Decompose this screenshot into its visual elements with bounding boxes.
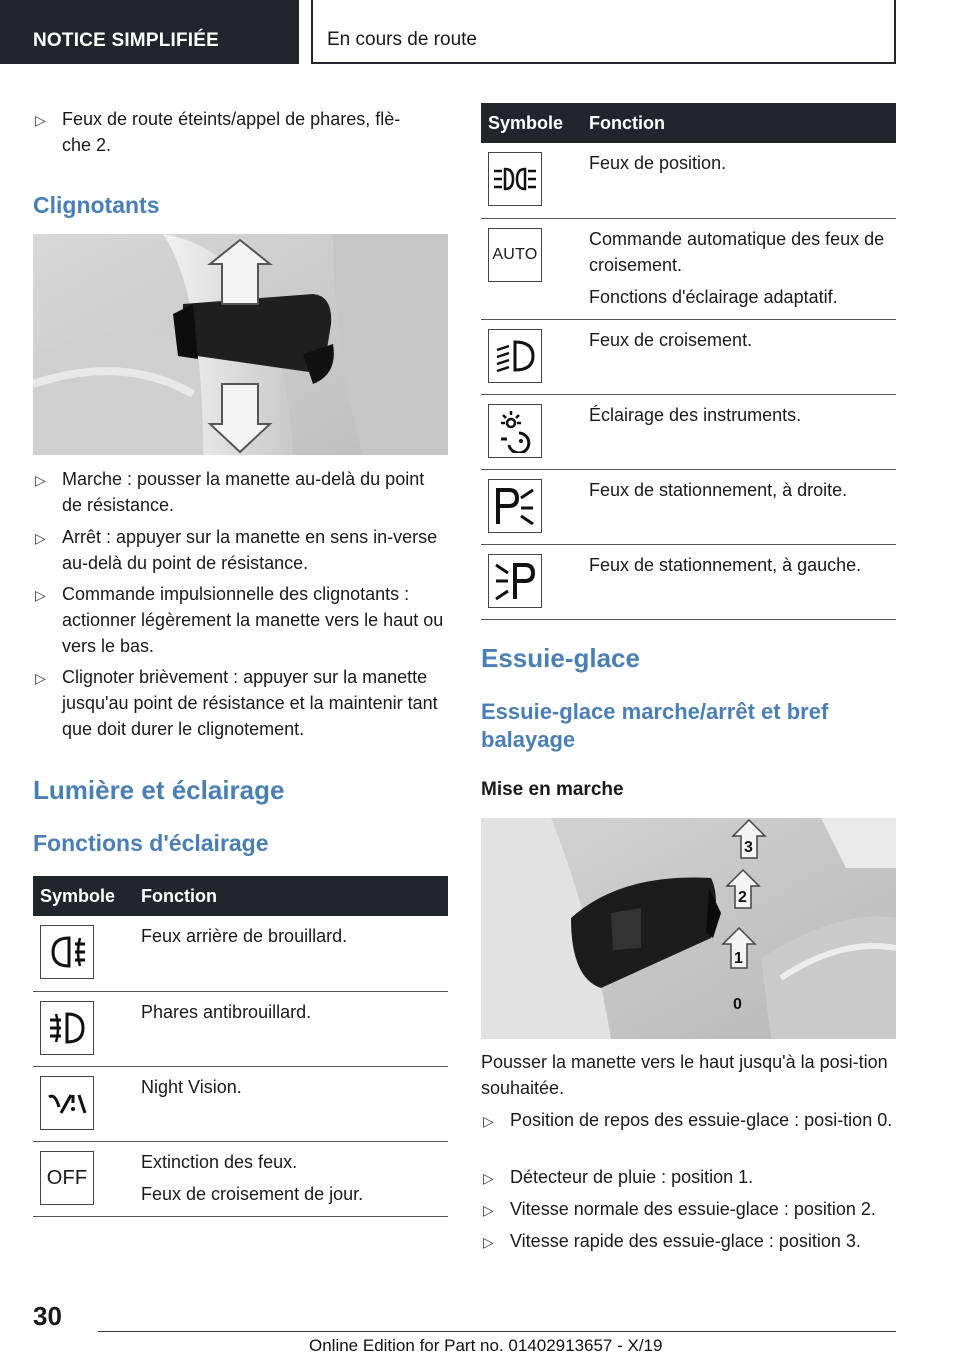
edition-text: Online Edition for Part no. 01402913657 - X/19 — [309, 1336, 663, 1355]
triangle-bullet-icon: ▷ — [35, 530, 46, 546]
column-header-fonction: Fonction — [131, 876, 448, 916]
triangle-bullet-icon: ▷ — [483, 1170, 494, 1186]
list-item: ▷ Commande impulsionnelle des clignotants : actionner légèrement la manette vers le haut ou vers le bas. — [35, 584, 444, 656]
list-item: ▷ Vitesse normale des essuie-glace : position 2. — [481, 1196, 901, 1222]
table-row: Night Vision. — [33, 1066, 448, 1141]
table-row: Feux de stationnement, à droite. — [481, 469, 896, 544]
list-item: ▷ Position de repos des essuie-glace : posi-tion 0. — [481, 1107, 896, 1133]
list-item: ▷ Arrêt : appuyer sur la manette en sens in-verse au-delà du point de résistance. — [35, 527, 438, 573]
triangle-bullet-icon: ▷ — [35, 670, 46, 686]
table-row: Feux de croisement. — [481, 319, 896, 394]
instrument-lighting-icon — [488, 404, 542, 458]
table-row: Phares antibrouillard. — [33, 991, 448, 1066]
heading-essuie-glace-marche: Essuie-glace marche/arrêt et bref balayage — [481, 699, 829, 752]
page-header — [0, 0, 960, 66]
wiper-position-1: 1 — [734, 950, 743, 967]
triangle-bullet-icon: ▷ — [483, 1234, 494, 1250]
wiper-position-2: 2 — [738, 889, 747, 906]
heading-clignotants: Clignotants — [33, 192, 160, 218]
triangle-bullet-icon: ▷ — [35, 112, 46, 128]
wiper-position-3: 3 — [744, 839, 753, 856]
low-beam-icon — [488, 329, 542, 383]
turn-signal-lever-photo — [33, 234, 448, 455]
night-vision-icon — [40, 1076, 94, 1130]
wiper-position-0: 0 — [733, 996, 742, 1013]
list-item: ▷ Vitesse rapide des essuie-glace : position 3. — [481, 1228, 896, 1254]
list-item: ▷ Feux de route éteints/appel de phares, flè- che 2. — [35, 109, 401, 155]
off-icon: OFF — [40, 1151, 94, 1205]
heading-essuie-glace: Essuie-glace — [481, 643, 640, 673]
table-row: OFF Extinction des feux. Feux de croisement de jour. — [33, 1141, 448, 1216]
heading-lumiere: Lumière et éclairage — [33, 775, 285, 805]
parking-left-icon — [488, 554, 542, 608]
column-header-symbole: Symbole — [33, 876, 131, 916]
table-row: Feux de position. — [481, 143, 896, 218]
paragraph: Pousser la manette vers le haut jusqu'à la posi-tion souhaitée. — [481, 1052, 888, 1098]
section-title: NOTICE SIMPLIFIÉE — [0, 0, 299, 64]
triangle-bullet-icon: ▷ — [483, 1202, 494, 1218]
table-row: Feux de stationnement, à gauche. — [481, 544, 896, 619]
front-fog-icon — [40, 1001, 94, 1055]
list-item: ▷ Détecteur de pluie : position 1. — [481, 1164, 896, 1190]
table-row: Éclairage des instruments. — [481, 394, 896, 469]
lighting-functions-table-right — [481, 103, 896, 620]
column-header-symbole: Symbole — [481, 103, 579, 143]
heading-mise-en-marche: Mise en marche — [481, 779, 624, 800]
chapter-title: En cours de route — [311, 0, 896, 64]
footer-divider — [98, 1331, 896, 1332]
table-row: Feux arrière de brouillard. — [33, 916, 448, 991]
table-row: AUTO Commande automatique des feux de croisement. Fonctions d'éclairage adaptatif. — [481, 218, 896, 319]
column-header-fonction: Fonction — [579, 103, 896, 143]
rear-fog-icon — [40, 925, 94, 979]
triangle-bullet-icon: ▷ — [35, 587, 46, 603]
position-lights-icon — [488, 152, 542, 206]
auto-icon: AUTO — [488, 228, 542, 282]
heading-fonctions: Fonctions d'éclairage — [33, 830, 269, 856]
parking-right-icon — [488, 479, 542, 533]
page-number: 30 — [33, 1301, 62, 1331]
lighting-functions-table-left — [33, 876, 448, 1217]
wiper-lever-photo — [481, 818, 896, 1039]
list-item: ▷ Clignoter brièvement : appuyer sur la manette jusqu'au point de résistance et la maintenir tant que doit durer le clignotement. — [35, 667, 438, 739]
triangle-bullet-icon: ▷ — [483, 1113, 494, 1129]
list-item: ▷ Marche : pousser la manette au-delà du point de résistance. — [35, 469, 425, 515]
triangle-bullet-icon: ▷ — [35, 472, 46, 488]
